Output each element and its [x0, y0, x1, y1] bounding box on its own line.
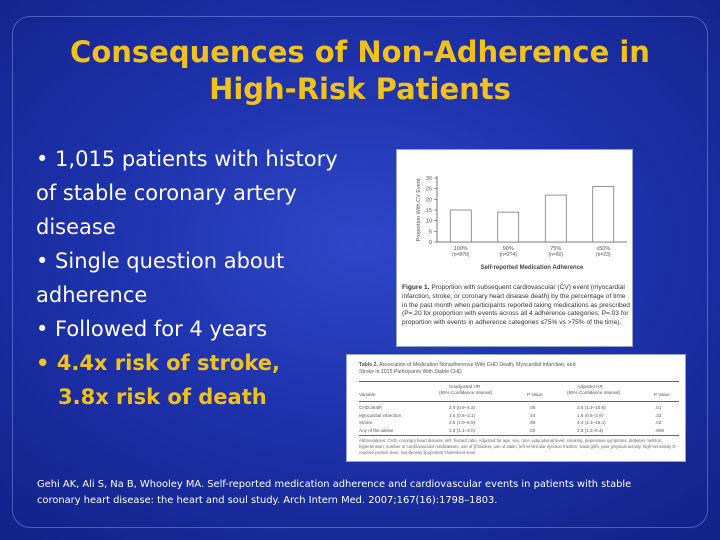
table-panel [346, 354, 686, 462]
bullet-risk-line-2: 3.8x risk of death [58, 385, 267, 409]
table-row [359, 427, 679, 434]
table-cell: .33 [655, 412, 662, 418]
table-cell: 1.6 (0.6–3.9) [577, 412, 604, 418]
table-cell: Any of the above [359, 427, 394, 433]
figure-caption-text: Proportion with subsequent cardiovascular (CV) event (myocardial infarction, stroke, or coronary heart disease death) by the percentage of time in the past month when participants reported taking medications as prescribed (P=.20 for proportion with events across all 4 adherence categories; P=.03 for proportion with events in adherence categories ≤75% vs >75% of the time). [402, 284, 630, 327]
table-row [359, 412, 679, 419]
table-cell: .08 [529, 405, 536, 410]
y-tick-label: 30 [425, 176, 432, 182]
bar [545, 195, 566, 242]
x-tick-sublabel: (n=60) [548, 252, 564, 258]
x-tick-sublabel: (n=2?4) [499, 252, 517, 258]
x-tick-label: 100% [453, 246, 468, 252]
x-tick-label: 90% [502, 246, 514, 252]
table-cell: 3.8 (1.3–10.9) [577, 405, 606, 410]
header-adjusted: Adjusted HR [577, 384, 603, 389]
header-p-value-2: P Value [654, 392, 670, 397]
x-axis-title: Self-reported Medication Adherence [480, 265, 584, 271]
table-cell: Stroke [359, 420, 373, 425]
bullet-followup: • Followed for 4 years [36, 317, 268, 341]
table-header [359, 383, 679, 401]
header-adjusted-ci: (95% Confidence Interval) [567, 390, 621, 395]
citation: Gehi AK, Ali S, Na B, Whooley MA. Self-reported medication adherence and cardiovascular events in patients with stable coronary heart disease: the heart and soul study. Arch Intern Med. 2007;167(16):1798–1803. [37, 479, 632, 506]
table-footnote: Abbreviations: CHD, coronary heart disease; HR, hazard ratio. Adjusted for age, sex, race, educational level, smoking, depressive symptoms, diabetes mellitus, hypertension, number of cardiovascular medications, use of β-blocker, use of statin, left ventricular ejection fraction, waist girth, poor physical activity, high-sensitivity C-reactive protein level, low-density lipoprotein cholesterol level. [359, 438, 677, 455]
bar [498, 212, 519, 242]
figure-panel [396, 149, 633, 347]
y-tick-label: 10 [425, 218, 432, 225]
bullet-question: • Single question about adherence [36, 249, 285, 307]
figure-caption [402, 284, 630, 328]
table-title [359, 362, 589, 376]
bar [593, 187, 614, 242]
x-tick-label: 75% [550, 246, 562, 252]
y-tick-label: 15 [425, 208, 432, 214]
table-cell: Myocardial infarction [359, 412, 402, 418]
bullet-patients: • 1,015 patients with history of stable coronary artery disease [36, 147, 338, 239]
bar [450, 210, 471, 242]
x-tick-label: ≤50% [596, 246, 611, 252]
figure-caption-label: Figure 1. [402, 284, 430, 291]
x-tick-sublabel: (n=8?0) [452, 252, 470, 258]
table-cell: 2.0 (0.9–4.3) [449, 405, 476, 410]
table-cell: 1.8 (1.1–3.0) [449, 427, 476, 433]
table-cell: .02 [529, 427, 536, 433]
table-cell: 2.6 (1.0–6.9) [449, 420, 476, 425]
y-tick-label: 20 [425, 197, 432, 204]
table-cell: 1.4 (0.6–3.1) [449, 412, 476, 418]
y-axis-title: Proportion With CV Event [416, 178, 422, 242]
header-variable: Variable [359, 392, 376, 397]
bullet-list [36, 142, 356, 414]
table-title-label: Table 2. [359, 362, 378, 368]
table-cell: 4.4 (1.3–15.4) [577, 420, 606, 425]
header-p-value-1: P Value [527, 392, 543, 397]
bullet-risk [36, 346, 356, 414]
y-tick-label: 0 [428, 240, 432, 246]
x-tick-sublabel: (n=23) [595, 252, 611, 258]
table-cell: CHD death [359, 405, 382, 410]
title-line-1: Consequences of Non-Adherence in [70, 35, 650, 69]
table-header-rule [359, 401, 679, 402]
y-tick-label: 5 [428, 229, 432, 236]
bullet-risk-line-1: • 4.4x risk of stroke, [36, 351, 280, 375]
table-cell: 2.3 (1.2–4.4) [577, 427, 604, 433]
table-bottom-rule [359, 435, 679, 436]
table-row [359, 404, 679, 411]
table-title-text: Association of Medication Nonadherence With CHD Death, Myocardial Infarction, and Stroke in 1015 Participants With Stable CHD [359, 362, 576, 375]
table-cell: .008 [655, 427, 664, 433]
header-unadjusted-ci: (95% Confidence Interval) [439, 390, 493, 395]
header-unadjusted: Unadjusted HR [449, 384, 481, 389]
title-line-2: High-Risk Patients [209, 71, 511, 106]
table-top-rule [359, 381, 679, 382]
table-cell: .02 [655, 420, 662, 425]
table-row [359, 419, 679, 426]
table-cell: .01 [655, 405, 662, 410]
y-tick-label: 25 [425, 186, 432, 193]
slide-title [20, 34, 700, 108]
table-cell: .05 [529, 420, 536, 425]
table-cell: .44 [529, 412, 536, 418]
